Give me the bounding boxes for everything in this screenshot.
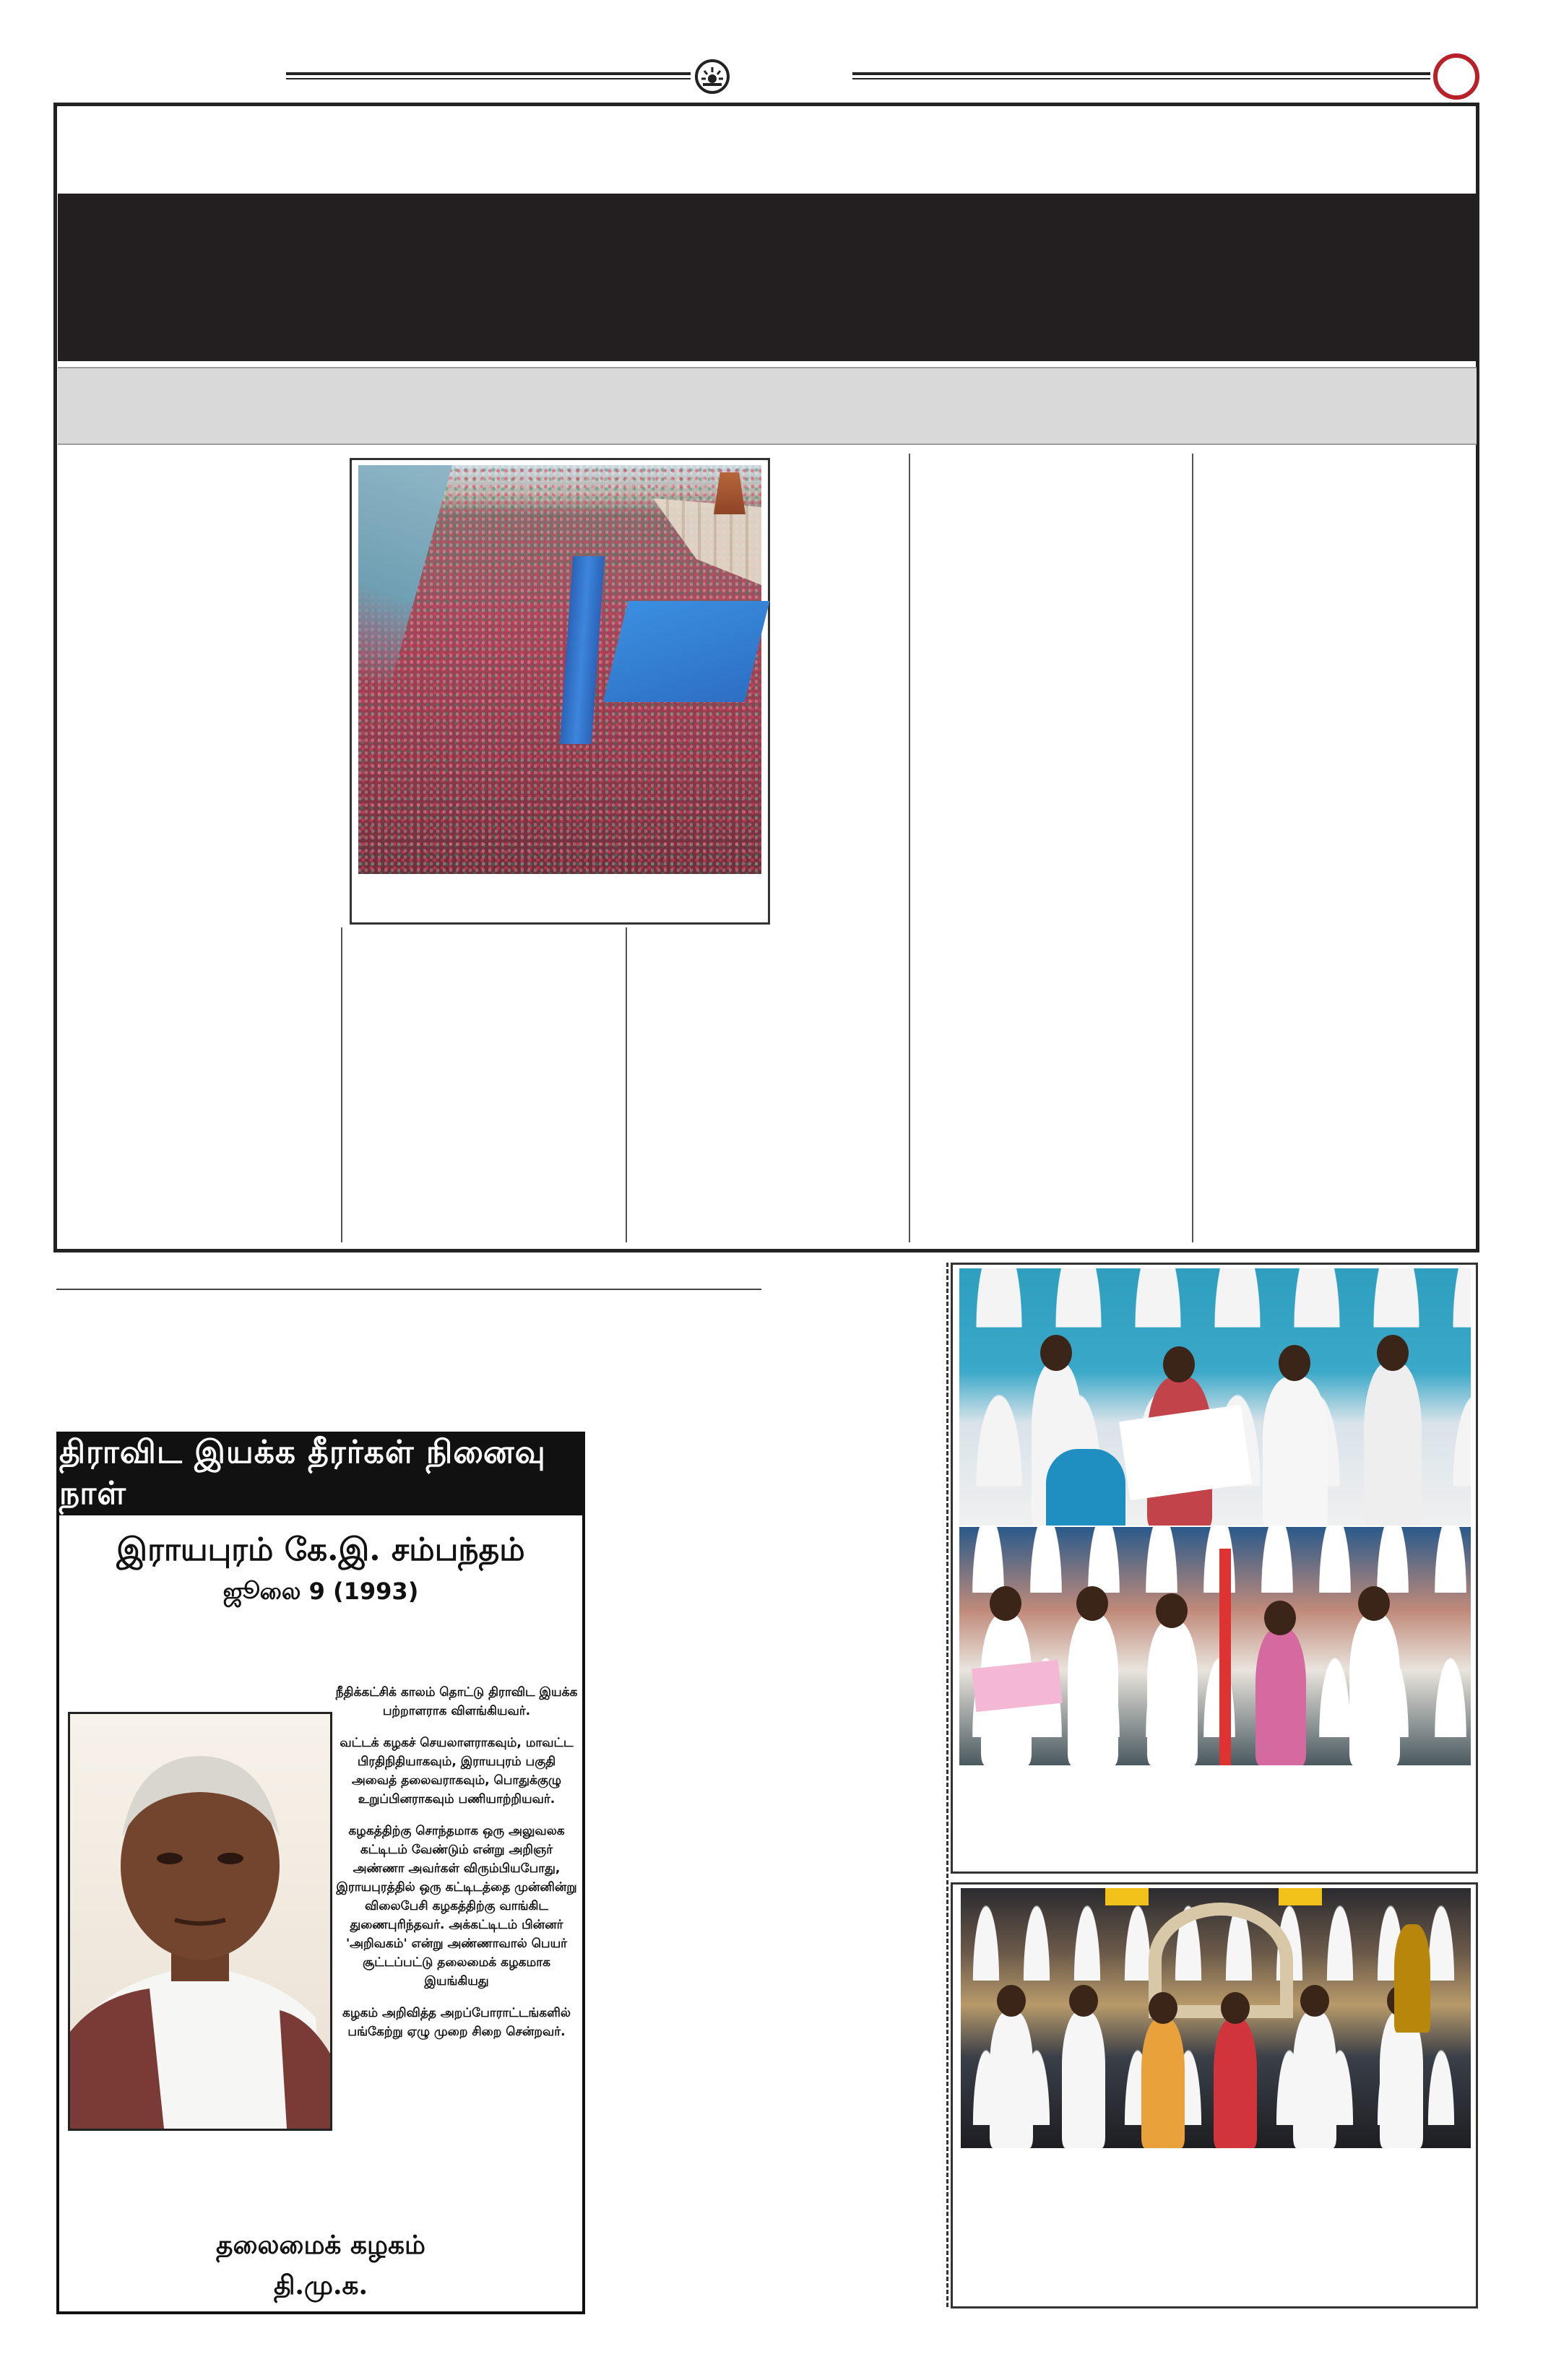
memorial-date: ஜூலை 9 (1993) — [222, 1578, 419, 1605]
page-number-circle — [1433, 53, 1479, 100]
memorial-person-name: இராயபுரம் கே.இ. சம்பந்தம் — [116, 1531, 525, 1568]
header-rule-left-thin — [286, 78, 691, 79]
section-rule — [56, 1289, 761, 1290]
event-photo-1 — [959, 1268, 1471, 1526]
blue-shelter-wide — [603, 601, 770, 702]
header-rule-left — [286, 72, 691, 75]
bio-paragraph-1: நீதிக்கட்சிக் காலம் தொட்டு திராவிட இயக்க பற்றாளராக விளங்கியவர். — [335, 1685, 578, 1718]
memorial-bio — [334, 1683, 579, 2054]
dashed-column-separator — [946, 1263, 948, 2307]
bio-paragraph-2: வட்டக் கழகச் செயலாளராகவும், மாவட்ட பிரதிநிதியாகவும், இராயபுரம் பகுதி அவைத் தலைவராகவும், பொதுக்குழு உறுப்பினராகவும் பணியாற்றியவர். — [340, 1736, 574, 1806]
headline-band — [58, 194, 1477, 361]
bio-paragraph-4: கழகம் அறிவித்த அறப்போராட்டங்களில் பங்கேற்று ஏழு முறை சிறை சென்றவர். — [342, 2006, 571, 2039]
column-rule-2 — [626, 927, 627, 1242]
memorial-portrait — [68, 1712, 332, 2131]
header-rule-right — [852, 72, 1430, 75]
subheadline-band — [58, 367, 1477, 445]
event-photo-2 — [959, 1527, 1471, 1765]
column-rule-1 — [341, 927, 342, 1242]
memorial-ad-header: திராவிட இயக்க தீரர்கள் நினைவு நாள் — [59, 1435, 582, 1515]
footer-line-2: தி.மு.க. — [273, 2270, 368, 2301]
bio-paragraph-3: கழகத்திற்கு சொந்தமாக ஒரு அலுவலக கட்டிடம் வேண்டும் என்று அறிஞர் அண்ணா அவர்கள் விரும்பியபோது, இராயபுரத்தில் ஒரு கட்டிடத்தை முன்னின்று விலைபேசி கழகத்திற்கு வாங்கிட துணைபுரிந்தவர். அக்கட்டிடம் பின்னர் 'அறிவகம்' என்று அண்ணாவால் பெயர் சூட்டப்பட்டு தலைமைக் கழகமாக இயங்கியது — [336, 1824, 577, 1989]
footer-line-1: தலைமைக் கழகம் — [216, 2230, 425, 2260]
event-photo-3 — [961, 1888, 1471, 2148]
memorial-ad-footer — [59, 2225, 582, 2306]
header-rule-right-thin — [852, 78, 1430, 79]
rising-sun-emblem-icon — [695, 59, 730, 94]
column-rule-3 — [909, 454, 910, 1242]
column-rule-4 — [1192, 454, 1193, 1242]
